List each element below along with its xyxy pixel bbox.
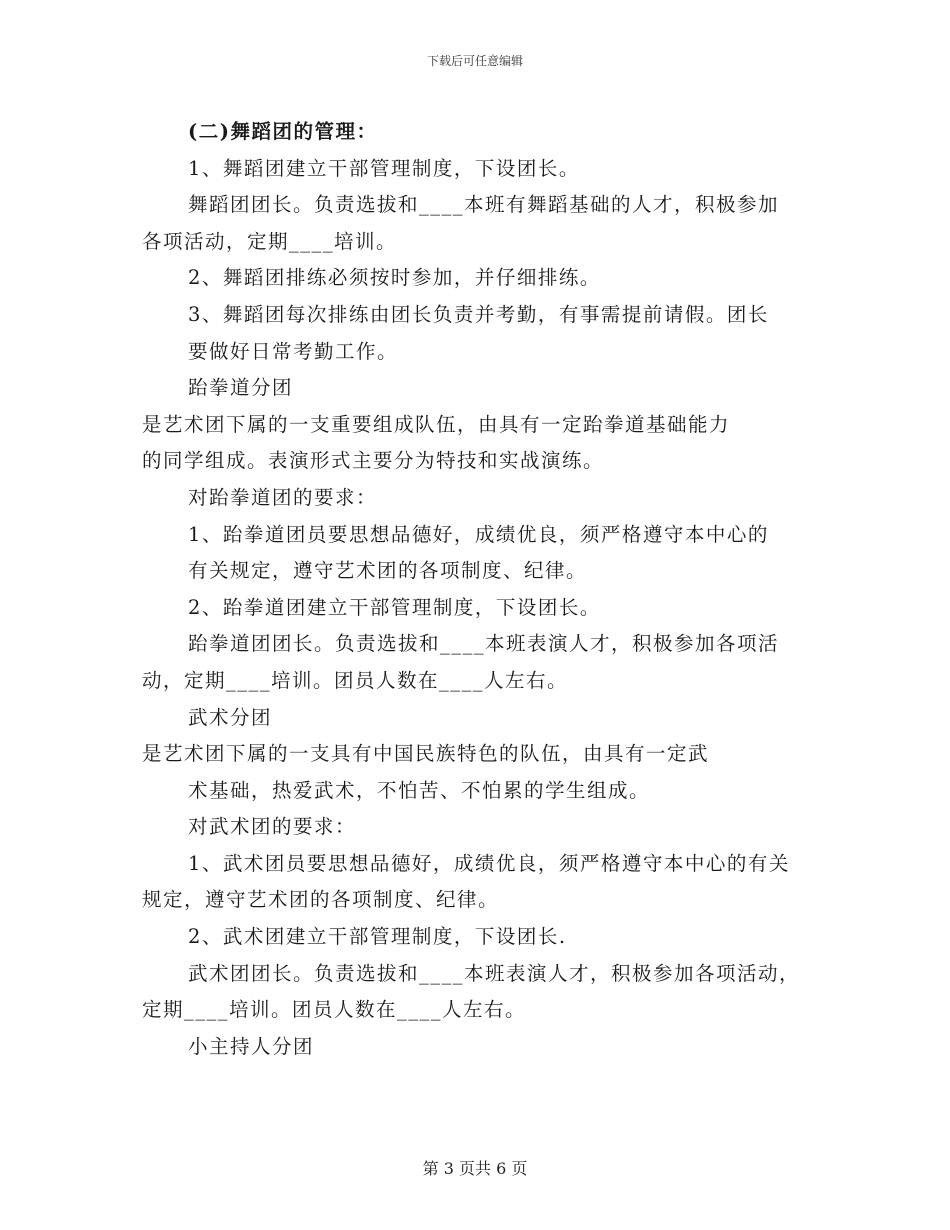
paragraph-line: 要做好日常考勤工作。 (188, 339, 399, 363)
paragraph-line: 对武术团的要求： (188, 815, 357, 839)
paragraph-line: 定期____培训。团员人数在____人左右。 (142, 998, 527, 1022)
paragraph-line: 2、武术团建立干部管理制度，下设团长. (188, 925, 567, 949)
page-footer: 第 3 页共 6 页 (422, 1159, 528, 1178)
section-heading: (二)舞蹈团的管理： (188, 120, 378, 143)
paragraph-line: 1、跆拳道团员要思想品德好，成绩优良，须严格遵守本中心的 (188, 522, 769, 546)
paragraph-line: 1、武术团员要思想品德好，成绩优良，须严格遵守本中心的有关 (188, 851, 790, 875)
paragraph-line: 对跆拳道团的要求： (188, 485, 378, 509)
paragraph-line: 是艺术团下属的一支具有中国民族特色的队伍，由具有一定武 (142, 742, 710, 766)
paragraph-line: 3、舞蹈团每次排练由团长负责并考勤，有事需提前请假。团长 (188, 302, 769, 326)
paragraph-line: 2、舞蹈团排练必须按时参加，并仔细排练。 (188, 266, 601, 290)
paragraph-line: 武术团团长。负责选拔和____本班表演人才，积极参加各项活动， (188, 961, 801, 985)
paragraph-line: 动，定期____培训。团员人数在____人左右。 (142, 668, 569, 692)
document-body (142, 114, 812, 1065)
paragraph-line: 是艺术团下属的一支重要组成队伍，由具有一定跆拳道基础能力 (142, 412, 731, 436)
paragraph-line: 跆拳道团团长。负责选拔和____本班表演人才，积极参加各项活 (188, 632, 780, 656)
paragraph-line: 舞蹈团团长。负责选拔和____本班有舞蹈基础的人才，积极参加 (188, 193, 780, 217)
paragraph-line: 有关规定，遵守艺术团的各项制度、纪律。 (188, 559, 588, 583)
paragraph-line: 规定，遵守艺术团的各项制度、纪律。 (142, 888, 500, 912)
subsection-title: 小主持人分团 (188, 1034, 315, 1058)
subsection-title: 武术分团 (188, 705, 273, 729)
subsection-title: 跆拳道分团 (188, 376, 294, 400)
paragraph-line: 1、舞蹈团建立干部管理制度，下设团长。 (188, 156, 580, 180)
paragraph-line: 术基础，热爱武术，不怕苦、不怕累的学生组成。 (188, 778, 651, 802)
paragraph-line: 的同学组成。表演形式主要分为特技和实战演练。 (142, 449, 605, 473)
paragraph-line: 2、跆拳道团建立干部管理制度，下设团长。 (188, 595, 601, 619)
page-header: 下载后可任意编辑 (426, 54, 523, 68)
paragraph-line: 各项活动，定期____培训。 (142, 229, 398, 253)
